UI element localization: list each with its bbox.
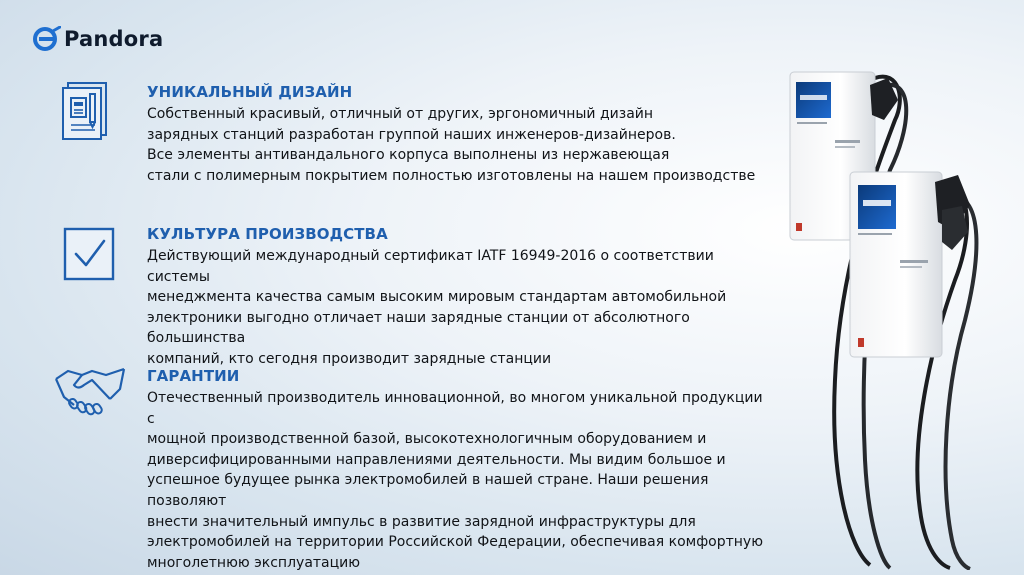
text-line: электромобилей на территории Российской Федерации, обеспечивая комфортную: [147, 534, 764, 551]
text-line: Действующий международный сертификат IATF 16949-2016 о соответствии системы: [147, 248, 714, 285]
text-line: электроники выгодно отличает наши зарядные станции от абсолютного большинства: [147, 309, 690, 347]
text-line: диверсифицированными направлениями деятельности. Мы видим большое и: [147, 451, 726, 468]
text-line: многолетнюю эксплуатацию: [147, 554, 361, 571]
text-line: менеджмента качества самым высоким мировым стандартам автомобильной: [147, 289, 727, 306]
checkmark-box-icon: [63, 227, 115, 281]
brand-logo: [33, 26, 163, 52]
text-line: зарядных станций разработан группой наших инженеров-дизайнеров.: [147, 126, 676, 143]
section-title: УНИКАЛЬНЫЙ ДИЗАЙН: [147, 83, 353, 101]
section-title: ГАРАНТИИ: [147, 367, 240, 385]
text-line: мощной производственной базой, высокотехнологичным оборудованием и: [147, 431, 707, 448]
text-line: компаний, кто сегодня производит зарядные станции: [147, 350, 552, 367]
brand-name: Pandora: [64, 27, 164, 51]
section-text: [147, 246, 767, 370]
section-text: [147, 388, 767, 573]
text-line: Собственный красивый, отличный от других, эргономичный дизайн: [147, 106, 654, 122]
section-guarantees: [147, 367, 767, 573]
text-line: Все элементы антивандального корпуса выполнены из нержавеющая: [147, 147, 670, 164]
text-line: стали с полимерным покрытием полностью изготовлены на нашем производстве: [147, 167, 756, 184]
handshake-icon: [54, 365, 126, 417]
section-title: КУЛЬТУРА ПРОИЗВОДСТВА: [147, 225, 388, 243]
section-text: [147, 104, 767, 186]
text-line: Отечественный производитель инновационной, во многом уникальной продукции с: [147, 390, 763, 427]
design-document-icon: [62, 82, 108, 140]
text-line: внести значительный импульс в развитие зарядной инфраструктуры для: [147, 513, 696, 530]
text-line: успешное будущее рынка электромобилей в нашей стране. Наши решения позволяют: [147, 472, 709, 509]
section-unique-design: [147, 83, 767, 186]
section-production-culture: [147, 225, 767, 370]
charging-stations-image: [780, 60, 1010, 570]
pandora-logo-icon: [33, 26, 61, 52]
